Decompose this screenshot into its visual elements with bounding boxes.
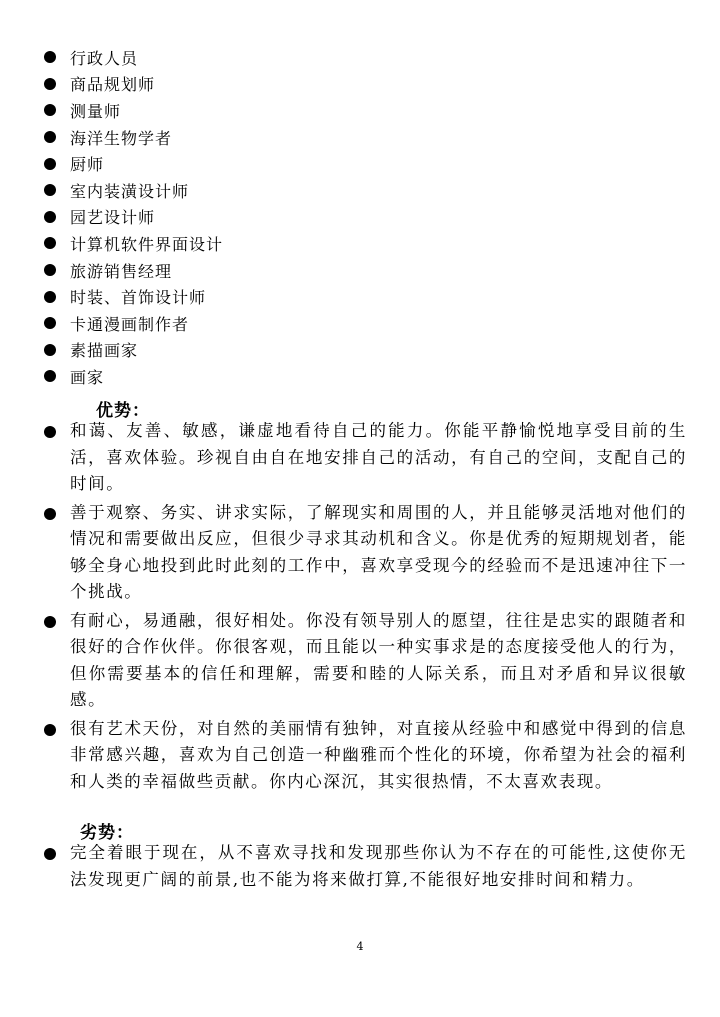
career-label: 测量师 (70, 101, 122, 121)
page-number: 4 (356, 940, 364, 953)
strength-paragraph (42, 418, 687, 498)
bullet-icon (44, 104, 56, 116)
strength-text: 有耐心，易通融，很好相处。你没有领导别人的愿望，往往是忠实的跟随者和很好的合作伙伴。你很客观，而且能以一种实事求是的态度接受他人的行为，但你需要基本的信任和理解，需要和睦的人际关系，而且对矛盾和异议很敏感。 (70, 610, 687, 709)
strengths-list (42, 418, 687, 797)
strength-text: 善于观察、务实、讲求实际，了解现实和周围的人，并且能够灵活地对他们的情况和需要做出反应，但很少寻求其动机和含义。你是优秀的短期规划者，能够全身心地投到此时此刻的工作中，喜欢享受现今的经验而不是迅速冲往下一个挑战。 (70, 502, 687, 601)
weakness-text: 完全着眼于现在，从不喜欢寻找和发现那些你认为不存在的可能性,这使你无法发现更广阔的前景,也不能为将来做打算,不能很好地安排时间和精力。 (70, 843, 687, 889)
list-item (42, 337, 682, 364)
career-label: 时装、首饰设计师 (70, 288, 207, 308)
strength-paragraph (42, 608, 687, 714)
bullet-icon (44, 78, 56, 90)
weakness-paragraph (42, 840, 687, 893)
bullet-icon (44, 370, 56, 382)
strength-text: 很有艺术天份，对自然的美丽情有独钟，对直接从经验中和感觉中得到的信息非常感兴趣，喜欢为自己创造一种幽雅而个性化的环境，你希望为社会的福利和人类的幸福做些贡献。你内心深沉，其实很热情，不太喜欢表现。 (70, 718, 687, 791)
bullet-icon (44, 184, 56, 196)
career-label: 室内装潢设计师 (70, 181, 190, 201)
list-item (42, 44, 682, 71)
bullet-icon (44, 291, 56, 303)
bullet-icon (44, 344, 56, 356)
career-label: 卡通漫画制作者 (70, 314, 190, 334)
career-label: 画家 (70, 367, 105, 387)
bullet-icon (44, 848, 56, 860)
bullet-icon (44, 237, 56, 249)
career-label: 厨师 (70, 155, 105, 175)
bullet-icon (44, 317, 56, 329)
career-label: 计算机软件界面设计 (70, 234, 224, 254)
list-item (42, 150, 682, 177)
bullet-icon (44, 158, 56, 170)
list-item (42, 230, 682, 257)
career-label: 旅游销售经理 (70, 261, 173, 281)
strength-text: 和蔼、友善、敏感，谦虚地看待自己的能力。你能平静愉悦地享受目前的生活，喜欢体验。珍视自由自在地安排自己的活动，有自己的空间，支配自己的时间。 (70, 421, 687, 493)
bullet-icon (44, 426, 56, 438)
list-item (42, 177, 682, 204)
list-item (42, 97, 682, 124)
bullet-icon (44, 508, 56, 520)
bullet-icon (44, 264, 56, 276)
list-item (42, 363, 682, 390)
list-item (42, 204, 682, 231)
career-label: 行政人员 (70, 48, 139, 68)
weaknesses-heading: 劣势： (80, 823, 134, 843)
bullet-icon (44, 211, 56, 223)
weaknesses-list (42, 840, 687, 895)
list-item (42, 71, 682, 98)
list-item (42, 283, 682, 310)
bullet-icon (44, 131, 56, 143)
career-label: 海洋生物学者 (70, 128, 173, 148)
strength-paragraph (42, 716, 687, 796)
list-item (42, 310, 682, 337)
career-label: 素描画家 (70, 341, 139, 361)
career-list (42, 44, 682, 390)
bullet-icon (44, 616, 56, 628)
career-label: 商品规划师 (70, 75, 156, 95)
strengths-heading: 优势： (96, 401, 150, 421)
bullet-icon (44, 724, 56, 736)
list-item (42, 257, 682, 284)
career-label: 园艺设计师 (70, 208, 156, 228)
list-item (42, 124, 682, 151)
bullet-icon (44, 51, 56, 63)
strength-paragraph (42, 500, 687, 606)
